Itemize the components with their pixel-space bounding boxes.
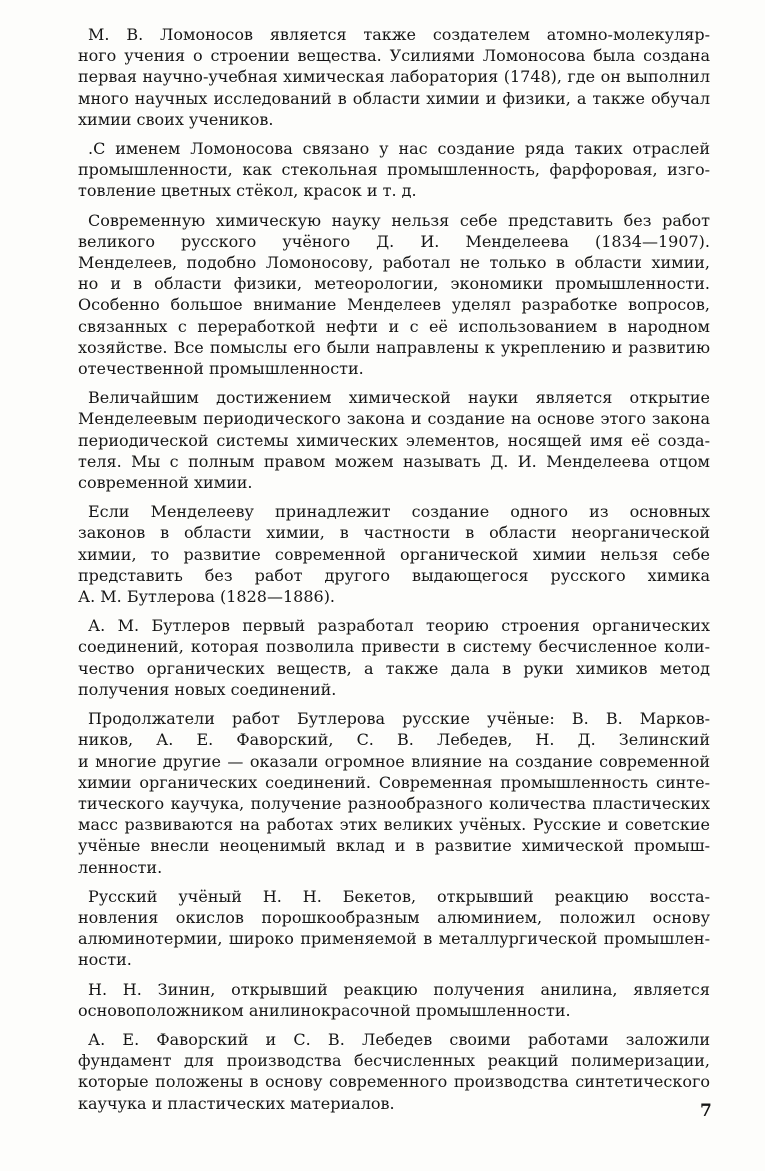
paragraph-butlerov-theory xyxy=(78,615,710,700)
text-line: ников, А. Е. Фаворский, С. В. Лебедев, Н. Д. Зелинский xyxy=(78,730,710,750)
page-number: 7 xyxy=(700,1101,712,1121)
text-line: отечественной промышленности. xyxy=(78,359,364,379)
text-line: товление цветных стёкол, красок и т. д. xyxy=(78,181,417,201)
text-line: много научных исследований в области химии и физики, а также обучал xyxy=(78,88,710,108)
text-line: Русский учёный Н. Н. Бекетов, открывший реакцию восста- xyxy=(88,886,710,906)
text-line: великого русского учёного Д. И. Менделеева (1834—1907). xyxy=(78,231,710,251)
text-line: А. М. Бутлерова (1828—1886). xyxy=(78,587,336,607)
text-line: А. М. Бутлеров первый разработал теорию строения органических xyxy=(88,616,710,636)
paragraph-periodic-law xyxy=(78,387,710,493)
text-line: фундамент для производства бесчисленных реакций полимеризации, xyxy=(78,1051,710,1071)
text-line: А. Е. Фаворский и С. В. Лебедев своими работами заложили xyxy=(88,1029,710,1049)
text-line: представить без работ другого выдающегося русского химика xyxy=(78,565,710,585)
paragraph-favorsky-lebedev xyxy=(78,1029,710,1114)
text-line: которые положены в основу современного производства синтетического xyxy=(78,1072,710,1092)
text-line: периодической системы химических элементов, носящей имя её созда- xyxy=(78,430,710,450)
text-line: связанных с переработкой нефти и с её использованием в народном xyxy=(78,316,710,336)
paragraph-mendeleev-work xyxy=(78,210,710,380)
text-line: .С именем Ломоносова связано у нас создание ряда таких отраслей xyxy=(88,139,710,159)
text-line: алюминотермии, широко применяемой в металлургической промышлен- xyxy=(78,929,710,949)
paragraph-zinin xyxy=(78,979,710,1021)
text-line: Продолжатели работ Бутлерова русские учёные: В. В. Марков- xyxy=(88,709,710,729)
text-line: тического каучука, получение разнообразного количества пластических xyxy=(78,793,710,813)
text-line: теля. Мы с полным правом можем называть Д. И. Менделеева отцом xyxy=(78,451,710,471)
text-line: Особенно большое внимание Менделеев уделял разработке вопросов, xyxy=(78,295,710,315)
text-line: Величайшим достижением химической науки является открытие xyxy=(88,388,710,408)
text-line: соединений, которая позволила привести в систему бесчисленное коли- xyxy=(78,637,710,657)
text-line: первая научно-учебная химическая лаборатория (1748), где он выполнил xyxy=(78,67,710,87)
text-line: чество органических веществ, а также дала в руки химиков метод xyxy=(78,658,710,678)
text-line: ленности. xyxy=(78,857,163,877)
text-line: основоположником анилинокрасочной промышленности. xyxy=(78,1000,571,1020)
text-line: химии своих учеников. xyxy=(78,109,274,129)
text-line: промышленности, как стекольная промышленность, фарфоровая, изго- xyxy=(78,160,710,180)
text-line: и многие другие — оказали огромное влияние на создание современной xyxy=(78,751,710,771)
text-line: но и в области физики, метеорологии, экономики промышленности. xyxy=(78,274,710,294)
text-line: Если Менделееву принадлежит создание одного из основных xyxy=(88,502,710,522)
text-line: законов в области химии, в частности в области неорганической xyxy=(78,523,710,543)
text-line: Менделеев, подобно Ломоносову, работал не только в области химии, xyxy=(78,253,710,273)
text-line: М. В. Ломоносов является также создателем атомно-молекуляр- xyxy=(88,25,710,44)
text-line: ного учения о строении вещества. Усилиями Ломоносова была создана xyxy=(78,46,710,66)
text-line: Менделеевым периодического закона и создание на основе этого закона xyxy=(78,409,710,429)
text-line: каучука и пластических материалов. xyxy=(78,1093,395,1113)
text-line: новления окислов порошкообразным алюминием, положил основу xyxy=(78,907,710,927)
text-line: получения новых соединений. xyxy=(78,679,337,699)
paragraph-lomonosov-atomic xyxy=(78,24,710,130)
text-line: масс развиваются на работах этих великих учёных. Русские и советские xyxy=(78,815,710,835)
paragraph-lomonosov-industry xyxy=(78,138,710,202)
text-line: современной химии. xyxy=(78,473,253,493)
body-text xyxy=(78,24,710,1122)
text-line: Н. Н. Зинин, открывший реакцию получения анилина, является xyxy=(88,979,710,999)
text-line: учёные внесли неоценимый вклад и в развитие химической промыш- xyxy=(78,836,710,856)
text-line: ности. xyxy=(78,950,132,970)
text-line: химии органических соединений. Современная промышленность синте- xyxy=(78,772,710,792)
paragraph-beketov xyxy=(78,886,710,971)
text-line: Современную химическую науку нельзя себе представить без работ xyxy=(88,210,710,230)
text-line: хозяйстве. Все помыслы его были направлены к укреплению и развитию xyxy=(78,337,710,357)
text-line: химии, то развитие современной органической химии нельзя себе xyxy=(78,544,710,564)
paragraph-successors xyxy=(78,708,710,878)
paragraph-butlerov-intro xyxy=(78,501,710,607)
